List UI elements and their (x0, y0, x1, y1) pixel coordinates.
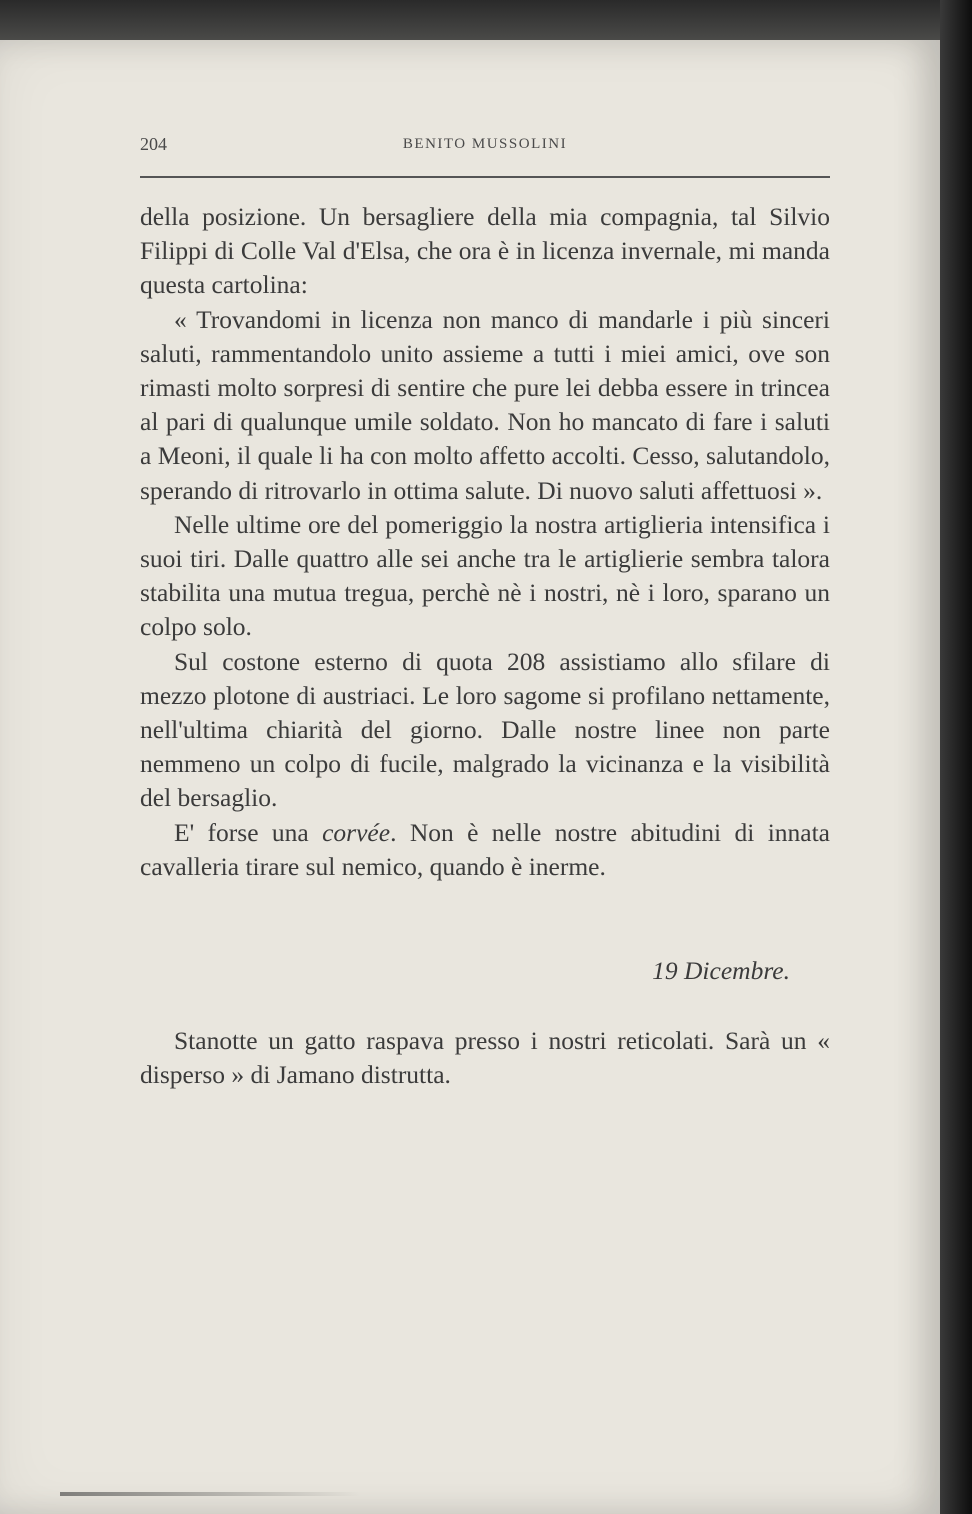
page-number: 204 (140, 134, 167, 154)
header-rule (140, 176, 830, 178)
corvee-text-after: . Non è nelle nostre abitudini di innata cavalleria tirare sul nemico, quando è inerme. (140, 817, 830, 881)
page-header (140, 134, 830, 164)
paragraph-postcard-quote: « Trovandomi in licenza non manco di mandarle i più sinceri saluti, rammentandolo unito assieme a tutti i miei amici, ove son rimasti molto sorpresi di sentire che pure lei debba essere in trincea al pari di qualunque umile soldato. Non ho mancato di fare i saluti a Meoni, il quale li ha con molto affetto accolti. Cesso, salutandolo, sperando di ritrovarlo in ottima salute. Di nuovo saluti affettuosi ». (140, 304, 830, 505)
paragraph-artillery: Nelle ultime ore del pomeriggio la nostra artiglieria intensifica i suoi tiri. Dalle quattro alle sei anche tra le artiglierie sembra talora stabilita una mutua tregua, perchè nè i nostri, nè i loro, sparano un colpo solo. (140, 509, 830, 642)
paragraph-cat: Stanotte un gatto raspava presso i nostri reticolati. Sarà un « disperso » di Jamano distrutta. (140, 1026, 830, 1090)
scan-right-edge (940, 0, 972, 1514)
corvee-text-before: E' forse una (174, 817, 323, 847)
scan-smudge (60, 1492, 360, 1496)
paragraph-continuation: della posizione. Un bersagliere della mia compagnia, tal Silvio Filippi di Colle Val d'Elsa, che ora è in licenza invernale, mi manda questa cartolina: (140, 202, 830, 300)
scan-top-shadow (0, 0, 940, 40)
paragraph-corvee (140, 816, 830, 884)
body-text (140, 200, 830, 1093)
paragraph-austrians: Sul costone esterno di quota 208 assistiamo allo sfilare di mezzo plotone di austriaci. Le loro sagome si profilano nettamente, nell'ultima chiarità del giorno. Dalle nostre linee non parte nemmeno un colpo di fucile, malgrado la vicinanza e la visibilità del bersaglio. (140, 646, 830, 813)
section-spacer (140, 884, 830, 954)
date-heading: 19 Dicembre. (652, 956, 790, 986)
running-head: BENITO MUSSOLINI (402, 136, 568, 152)
corvee-italic-word: corvée (322, 817, 391, 847)
